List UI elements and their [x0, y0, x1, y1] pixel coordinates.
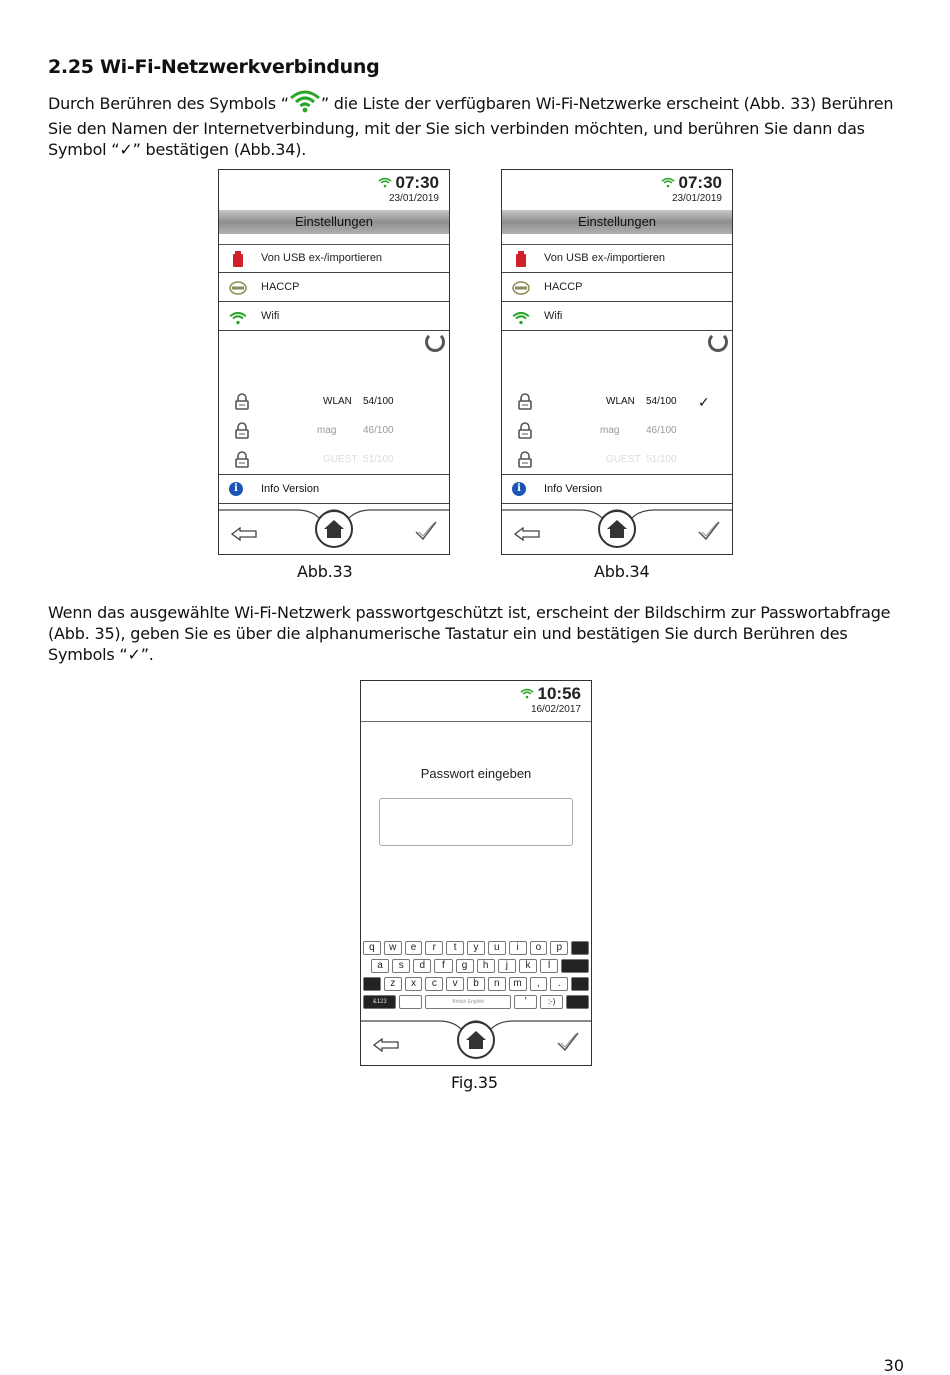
key-u[interactable]: u — [488, 941, 506, 955]
para1-before: Durch Berühren des Symbols “ — [48, 94, 289, 113]
menu-item-info[interactable] — [219, 474, 449, 504]
network-signal: 46/100 — [363, 425, 394, 436]
network-name: mag — [600, 425, 620, 436]
lock-icon — [518, 393, 532, 421]
screen-title: Einstellungen — [219, 210, 449, 234]
bottom-nav — [361, 1019, 591, 1065]
key-n[interactable]: n — [488, 977, 506, 991]
menu-item-haccp[interactable] — [219, 273, 449, 302]
status-bar — [219, 170, 449, 210]
menu-item-label: Von USB ex-/importieren — [544, 252, 666, 264]
page-number: 30 — [883, 1356, 904, 1375]
caption-fig35: Fig.35 — [451, 1073, 498, 1092]
key-w[interactable]: w — [384, 941, 402, 955]
confirm-check-button[interactable] — [557, 1032, 579, 1057]
home-button[interactable] — [457, 1021, 495, 1059]
menu-item-label: Von USB ex-/importieren — [261, 252, 383, 264]
key-b[interactable]: b — [467, 977, 485, 991]
confirm-check-button[interactable] — [415, 521, 437, 546]
password-input[interactable] — [379, 798, 573, 846]
network-item[interactable] — [219, 418, 449, 444]
network-name: GUEST — [606, 454, 641, 465]
key-a[interactable]: a — [371, 959, 389, 973]
wifi-icon — [229, 308, 247, 324]
para1-after: ” die Liste der verfügbaren Wi-Fi-Netzwerke erscheint (Abb. 33) Berühren Sie den Namen der Internetverbindung, mit der Sie sich verbinden möchten, und berühren Sie dann das Symbol “✓” bestätigen (Abb.34). — [48, 94, 894, 159]
caption-abb33: Abb.33 — [297, 562, 353, 581]
key-e[interactable]: e — [405, 941, 423, 955]
screen-abb34 — [501, 169, 733, 555]
network-name: WLAN — [323, 396, 352, 407]
key-globe[interactable] — [399, 995, 422, 1009]
bottom-nav — [219, 508, 449, 554]
clock-time: 10:56 — [537, 684, 581, 703]
clock-date: 16/02/2017 — [530, 704, 581, 715]
back-arrow-icon[interactable] — [373, 1038, 399, 1057]
keyboard-row — [363, 941, 589, 955]
password-prompt: Passwort eingeben — [420, 766, 532, 781]
key-z[interactable]: z — [384, 977, 402, 991]
loading-spinner-icon — [425, 332, 445, 352]
network-signal: 54/100 — [363, 396, 394, 407]
menu-item-wifi[interactable] — [219, 302, 449, 331]
network-item[interactable] — [502, 418, 732, 444]
key-d[interactable]: d — [413, 959, 431, 973]
network-name: mag — [317, 425, 337, 436]
home-button[interactable] — [315, 510, 353, 548]
wifi-icon — [520, 684, 534, 704]
key-c[interactable]: c — [425, 977, 443, 991]
password-paragraph: Wenn das ausgewählte Wi-Fi-Netzwerk passwortgeschützt ist, erscheint der Bildschirm zur Passwortabfrage (Abb. 35), geben Sie es über die alphanumerische Tastatur ein und bestätigen Sie durch Berühren des Symbols “✓”. — [48, 603, 891, 664]
network-signal: 51/100 — [646, 454, 677, 465]
loading-spinner-icon — [708, 332, 728, 352]
key-t[interactable]: t — [446, 941, 464, 955]
key-enter[interactable] — [561, 959, 589, 973]
screen-abb33 — [218, 169, 450, 555]
info-icon: i — [229, 482, 243, 496]
menu-item-label: Info Version — [261, 483, 320, 495]
lock-icon — [518, 422, 532, 450]
key-x[interactable]: x — [405, 977, 423, 991]
back-arrow-icon[interactable] — [231, 527, 257, 546]
menu-item-label: HACCP — [261, 281, 300, 293]
key-o[interactable]: o — [530, 941, 548, 955]
key-symbols[interactable]: &123 — [363, 995, 396, 1009]
key-h[interactable]: h — [477, 959, 495, 973]
menu-item-label: Info Version — [544, 483, 603, 495]
key-m[interactable]: m — [509, 977, 527, 991]
keyboard-row — [371, 959, 589, 973]
key-v[interactable]: v — [446, 977, 464, 991]
usb-stick-icon — [229, 250, 247, 266]
home-icon — [600, 512, 634, 546]
network-item[interactable] — [219, 447, 449, 473]
key-g[interactable]: g — [456, 959, 474, 973]
key-s[interactable]: s — [392, 959, 410, 973]
wifi-icon — [661, 173, 675, 193]
screen-fig35 — [360, 680, 592, 1066]
key-hide-keyboard[interactable] — [566, 995, 589, 1009]
clock-time: 07:30 — [678, 173, 722, 192]
intro-paragraph — [48, 89, 918, 160]
section-heading: 2.25 Wi-Fi-Netzwerkverbindung — [48, 56, 380, 78]
info-icon: i — [512, 482, 526, 496]
clock-date: 23/01/2019 — [388, 193, 439, 204]
key-shift-right[interactable] — [571, 977, 589, 991]
home-button[interactable] — [598, 510, 636, 548]
key-j[interactable]: j — [498, 959, 516, 973]
key-k[interactable]: k — [519, 959, 537, 973]
screen-title: Einstellungen — [502, 210, 732, 234]
wifi-icon — [512, 308, 530, 324]
menu-item-usb[interactable] — [502, 244, 732, 273]
home-icon — [459, 1023, 493, 1057]
haccp-icon — [512, 279, 530, 295]
lock-icon — [235, 422, 249, 450]
bottom-nav — [502, 508, 732, 554]
menu-item-label: Wifi — [544, 310, 563, 322]
key-q[interactable]: q — [363, 941, 381, 955]
keyboard-row — [363, 977, 589, 991]
menu-item-info[interactable] — [502, 474, 732, 504]
status-bar — [502, 170, 732, 210]
back-arrow-icon[interactable] — [514, 527, 540, 546]
key-i[interactable]: i — [509, 941, 527, 955]
selected-check-icon: ✓ — [698, 394, 710, 410]
key-apostrophe[interactable]: ' — [514, 995, 537, 1009]
key-l[interactable]: l — [540, 959, 558, 973]
network-item[interactable] — [219, 389, 449, 415]
lock-icon — [235, 393, 249, 421]
caption-abb34: Abb.34 — [594, 562, 650, 581]
usb-stick-icon — [512, 250, 530, 266]
key-p[interactable]: p — [550, 941, 568, 955]
network-signal: 46/100 — [646, 425, 677, 436]
key-period[interactable]: . — [550, 977, 568, 991]
key-smiley[interactable]: :-) — [540, 995, 563, 1009]
key-backspace[interactable] — [571, 941, 589, 955]
home-icon — [317, 512, 351, 546]
wifi-icon — [378, 173, 392, 193]
key-comma[interactable]: , — [530, 977, 548, 991]
key-space[interactable]: British English — [425, 995, 511, 1009]
network-name: WLAN — [606, 396, 635, 407]
key-shift[interactable] — [363, 977, 381, 991]
confirm-check-button[interactable] — [698, 521, 720, 546]
menu-item-usb[interactable] — [219, 244, 449, 273]
network-item[interactable] — [502, 389, 732, 415]
wifi-icon — [289, 89, 321, 118]
menu-item-wifi[interactable] — [502, 302, 732, 331]
key-r[interactable]: r — [425, 941, 443, 955]
clock-time: 07:30 — [395, 173, 439, 192]
network-name: GUEST — [323, 454, 358, 465]
key-y[interactable]: y — [467, 941, 485, 955]
network-signal: 54/100 — [646, 396, 677, 407]
clock-date: 23/01/2019 — [671, 193, 722, 204]
status-bar — [361, 681, 591, 722]
menu-item-label: Wifi — [261, 310, 280, 322]
network-item[interactable] — [502, 447, 732, 473]
menu-item-label: HACCP — [544, 281, 583, 293]
network-signal: 51/100 — [363, 454, 394, 465]
menu-item-haccp[interactable] — [502, 273, 732, 302]
keyboard-row — [363, 995, 589, 1009]
haccp-icon — [229, 279, 247, 295]
key-f[interactable]: f — [434, 959, 452, 973]
